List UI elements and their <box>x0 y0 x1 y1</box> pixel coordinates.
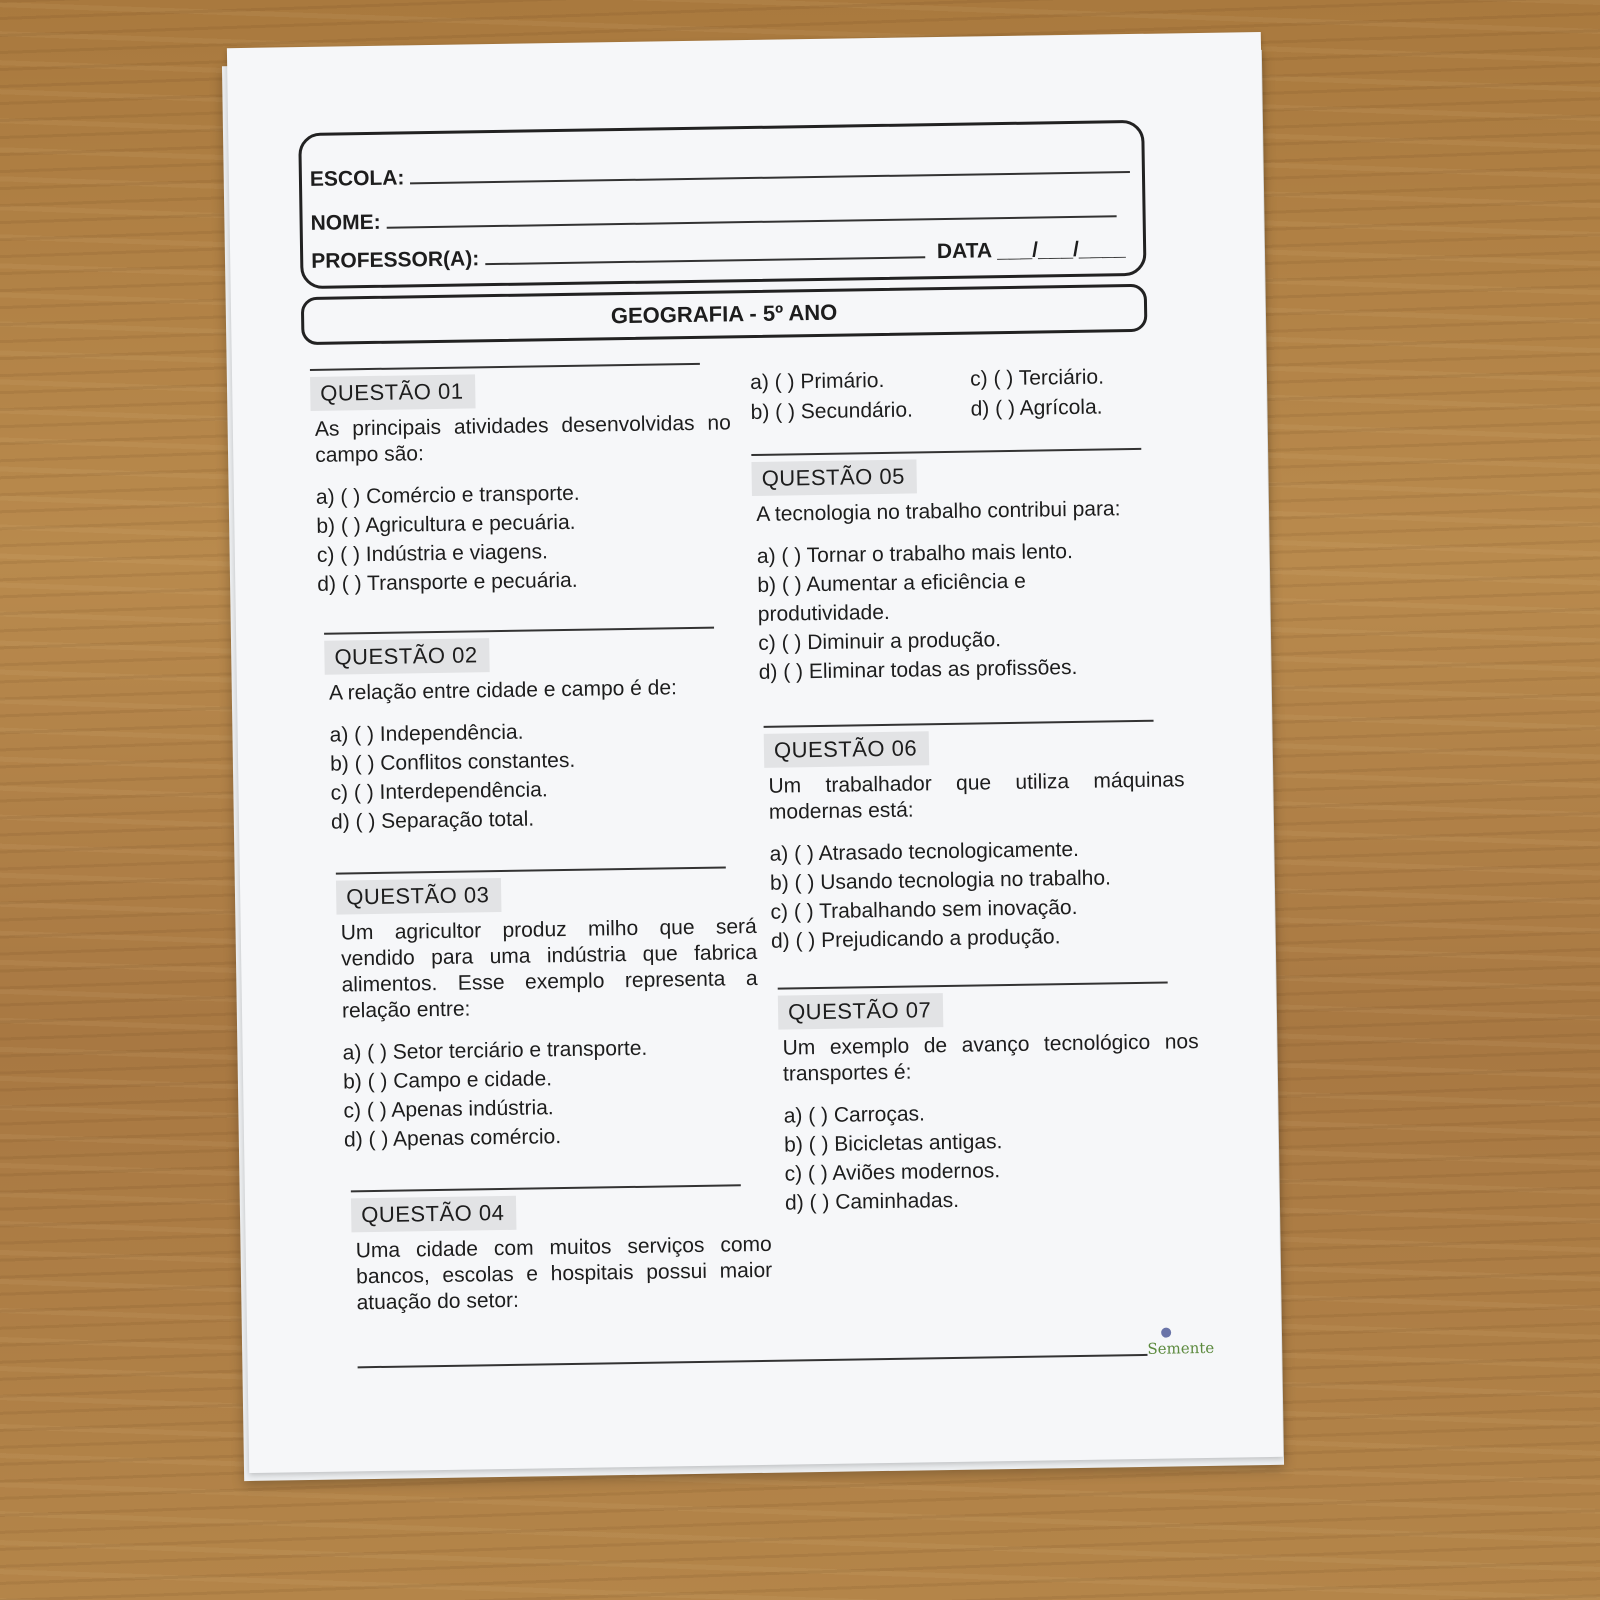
option-b[interactable]: b) ( ) Agricultura e pecuária. <box>316 510 576 538</box>
escola-line <box>310 153 1131 192</box>
separator <box>764 720 1154 728</box>
option-b[interactable]: b) ( ) Usando tecnologia no trabalho. <box>769 866 1112 895</box>
separator <box>324 627 714 635</box>
question-04 <box>351 1184 773 1331</box>
question-label: QUESTÃO 06 <box>764 731 930 768</box>
question-text: Um agricultor produz milho que será vendido para uma indústria que fabrica alimentos. Esse exemplo representa a relação entre: <box>340 914 758 1023</box>
option-a[interactable]: a) ( ) Comércio e transporte. <box>315 481 580 509</box>
escola-label: ESCOLA: <box>309 166 405 191</box>
option-c[interactable]: c) ( ) Trabalhando sem inovação. <box>770 895 1078 924</box>
option-a[interactable]: a) ( ) Independência. <box>329 720 524 747</box>
separator <box>310 363 700 371</box>
option-a[interactable]: a) ( ) Atrasado tecnologicamente. <box>769 837 1080 866</box>
option-d[interactable]: d) ( ) Apenas comércio. <box>343 1125 562 1152</box>
question-03 <box>336 866 760 1155</box>
question-label: QUESTÃO 07 <box>778 993 944 1030</box>
option-d[interactable]: d) ( ) Eliminar todas as profissões. <box>758 655 1078 684</box>
question-04-options <box>750 361 1171 428</box>
separator <box>751 448 1141 456</box>
option-a[interactable]: a) ( ) Tornar o trabalho mais lento. <box>756 539 1073 568</box>
question-text: A tecnologia no trabalho contribui para: <box>756 497 1121 526</box>
question-text: Uma cidade com muitos serviços como bancos, escolas e hospitais possui maior atuação do setor: <box>355 1232 773 1315</box>
question-text: As principais atividades desenvolvidas no campo são: <box>314 411 731 467</box>
option-b[interactable]: b) ( ) Conflitos constantes. <box>329 748 576 776</box>
option-b[interactable]: b) ( ) Aumentar a eficiência e produtividade. <box>757 569 1026 626</box>
option-b[interactable]: b) ( ) Bicicletas antigas. <box>783 1130 1003 1157</box>
worksheet-page <box>227 32 1283 1473</box>
option-b[interactable]: b) ( ) Campo e cidade. <box>342 1067 553 1094</box>
logo-icon <box>1161 1328 1171 1338</box>
nome-label: NOME: <box>310 210 381 235</box>
header-box <box>298 120 1146 289</box>
question-05 <box>751 447 1175 687</box>
question-label: QUESTÃO 01 <box>310 374 476 411</box>
bottom-rule <box>358 1354 1148 1368</box>
question-label: QUESTÃO 05 <box>751 459 917 496</box>
nome-line <box>310 197 1116 236</box>
professor-field[interactable] <box>485 238 925 265</box>
question-02 <box>324 626 747 837</box>
option-d[interactable]: d) ( ) Agrícola. <box>970 395 1103 421</box>
option-c[interactable]: c) ( ) Apenas indústria. <box>343 1096 554 1123</box>
option-d[interactable]: d) ( ) Transporte e pecuária. <box>317 568 578 596</box>
option-a[interactable]: a) ( ) Carroças. <box>783 1102 926 1128</box>
subject-title: GEOGRAFIA - 5º ANO <box>301 284 1148 345</box>
semente-logo <box>1147 1327 1228 1362</box>
option-d[interactable]: d) ( ) Caminhadas. <box>784 1188 960 1215</box>
data-label: DATA ___/___/____ <box>936 237 1126 264</box>
nome-field[interactable] <box>386 197 1116 228</box>
option-c[interactable]: c) ( ) Aviões modernos. <box>784 1159 1001 1186</box>
question-07 <box>778 981 1202 1218</box>
option-c[interactable]: c) ( ) Interdependência. <box>330 778 548 805</box>
separator <box>778 982 1168 990</box>
option-d[interactable]: d) ( ) Prejudicando a produção. <box>770 925 1061 953</box>
professor-label: PROFESSOR(A): <box>311 247 480 273</box>
question-01 <box>310 362 734 599</box>
separator <box>351 1184 741 1192</box>
question-06 <box>764 719 1188 956</box>
question-label: QUESTÃO 03 <box>336 878 502 915</box>
option-c[interactable]: c) ( ) Diminuir a produção. <box>758 628 1002 655</box>
separator <box>336 866 726 874</box>
option-d[interactable]: d) ( ) Separação total. <box>330 807 535 834</box>
question-text: A relação entre cidade e campo é de: <box>328 676 678 705</box>
question-label: QUESTÃO 02 <box>324 638 490 675</box>
option-a[interactable]: a) ( ) Setor terciário e transporte. <box>342 1036 648 1065</box>
logo-text: Semente <box>1147 1338 1215 1358</box>
question-text: Um trabalhador que utiliza máquinas modernas está: <box>768 768 1185 824</box>
professor-line <box>311 235 1126 274</box>
escola-field[interactable] <box>410 153 1130 184</box>
option-a[interactable]: a) ( ) Primário. <box>750 368 885 395</box>
question-label: QUESTÃO 04 <box>351 1196 517 1233</box>
option-c[interactable]: c) ( ) Indústria e viagens. <box>316 540 549 567</box>
option-c[interactable]: c) ( ) Terciário. <box>969 365 1105 391</box>
question-text: Um exemplo de avanço tecnológico nos transportes é: <box>782 1030 1199 1086</box>
option-b[interactable]: b) ( ) Secundário. <box>750 398 914 425</box>
